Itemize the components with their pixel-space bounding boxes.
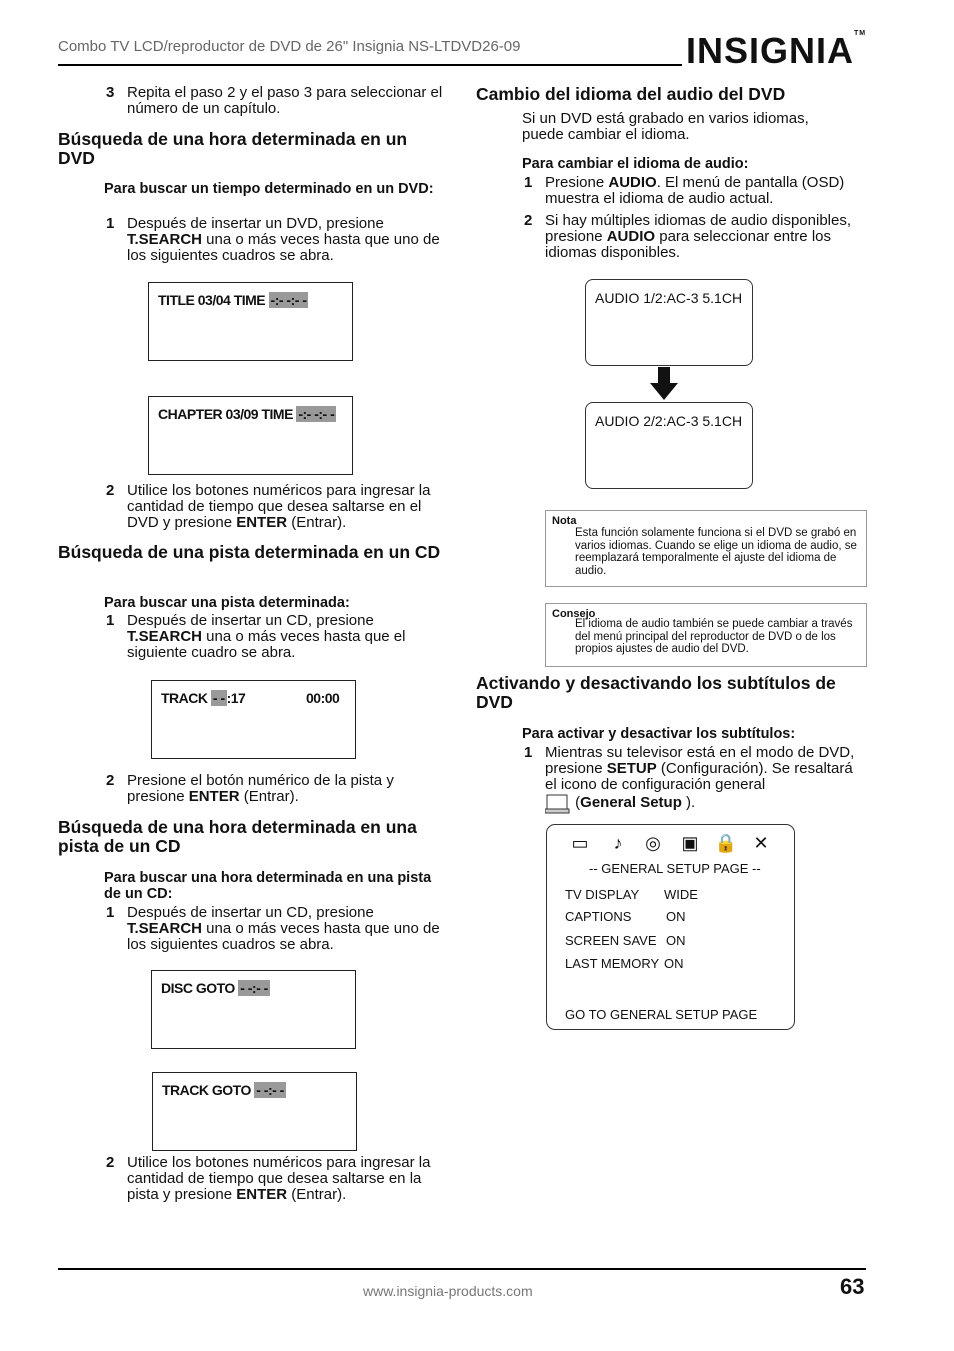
footer-rule bbox=[58, 1268, 866, 1270]
footer-url[interactable]: www.insignia-products.com bbox=[363, 1283, 533, 1299]
step-3: 3 Repita el paso 2 y el paso 3 para seleccionar el número de un capítulo. bbox=[106, 84, 443, 117]
menu-title: -- GENERAL SETUP PAGE -- bbox=[589, 861, 761, 876]
menu-value-last-memory: ON bbox=[664, 956, 684, 971]
menu-value-captions: ON bbox=[666, 909, 686, 924]
disc-goto-box: DISC GOTO - -:- - bbox=[151, 970, 356, 1049]
menu-value-tv-display: WIDE bbox=[664, 887, 698, 902]
track-box: TRACK - - :17 00:00 bbox=[151, 680, 356, 759]
step-1-subtitles: 1 Mientras su televisor está en el modo de DVD, presione SETUP (Configuración). Se resaltará el icono de configuración general (General Setup ). bbox=[545, 745, 855, 813]
track-goto-box: TRACK GOTO - -:- - bbox=[152, 1072, 357, 1151]
audio-icon: ♪ bbox=[613, 833, 623, 853]
step-2-audio: 2 Si hay múltiples idiomas de audio disponibles, presione AUDIO para seleccionar entre los idiomas disponibles. bbox=[524, 212, 852, 261]
section-title-audio: Cambio del idioma del audio del DVD bbox=[476, 84, 786, 104]
step-1-audio: 1 Presione AUDIO. El menú de pantalla (OSD) muestra el idioma de audio actual. bbox=[524, 174, 845, 207]
menu-row-last-memory[interactable]: LAST MEMORY bbox=[565, 956, 660, 971]
menu-footer: GO TO GENERAL SETUP PAGE bbox=[565, 1007, 758, 1022]
note-box: Nota Esta función solamente funciona si el DVD se grabó en varios idiomas. Cuando se elige un idioma de audio, se reemplazará temporalmente el ajuste del idioma de audio. bbox=[545, 510, 867, 587]
subheading-audio: Para cambiar el idioma de audio: bbox=[522, 156, 749, 172]
arrow-down-icon bbox=[650, 367, 678, 401]
menu-row-captions[interactable]: CAPTIONS bbox=[565, 909, 632, 924]
tv-icon: ▭ bbox=[571, 833, 589, 853]
header-rule bbox=[58, 64, 682, 66]
close-icon: ✕ bbox=[753, 833, 769, 853]
insignia-logo: INSIGNIA™ bbox=[686, 30, 867, 71]
subheading-dvd-time: Para buscar un tiempo determinado en un DVD: bbox=[104, 181, 434, 197]
step-1-cd-track: 1 Después de insertar un CD, presione T.SEARCH una o más veces hasta que el siguiente cuadro se abra. bbox=[106, 612, 406, 661]
subheading-cd-track: Para buscar una pista determinada: bbox=[104, 595, 350, 611]
menu-row-screen-save[interactable]: SCREEN SAVE bbox=[565, 933, 657, 948]
audio-osd-1: AUDIO 1/2:AC-3 5.1CH bbox=[585, 279, 753, 366]
chapter-time-box: CHAPTER 03/09 TIME -:- -:- - bbox=[148, 396, 353, 475]
subheading-cd-time: Para buscar una hora determinada en una pista de un CD: bbox=[104, 870, 432, 902]
page-number: 63 bbox=[840, 1274, 865, 1299]
general-setup-icon bbox=[545, 793, 571, 813]
step-2-cd-track: 2 Presione el botón numérico de la pista y presione ENTER (Entrar). bbox=[106, 772, 394, 805]
step-1-dvd-time: 1 Después de insertar un DVD, presione T.SEARCH una o más veces hasta que uno de los siguientes cuadros se abra. bbox=[106, 215, 440, 264]
step-2-cd-time: 2 Utilice los botones numéricos para ingresar la cantidad de tiempo que desea saltarse en la pista y presione ENTER (Entrar). bbox=[106, 1154, 431, 1203]
tip-box: Consejo El idioma de audio también se puede cambiar a través del menú principal del reproductor de DVD o de los propios ajustes de audio del DVD. bbox=[545, 603, 867, 667]
menu-value-screen-save: ON bbox=[666, 933, 686, 948]
general-setup-menu bbox=[546, 824, 795, 1030]
section-title-cd-time: Búsqueda de una hora determinada en una pista de un CD bbox=[58, 817, 417, 856]
step-1-cd-time: 1 Después de insertar un CD, presione T.SEARCH una o más veces hasta que uno de los siguientes cuadros se abra. bbox=[106, 904, 440, 953]
section-title-cd-track: Búsqueda de una pista determinada en un CD bbox=[58, 542, 441, 562]
section-title-dvd-time: Búsqueda de una hora determinada en un DVD bbox=[58, 129, 408, 168]
header-title: Combo TV LCD/reproductor de DVD de 26" Insignia NS-LTDVD26-09 bbox=[58, 38, 521, 55]
lock-icon: 🔒 bbox=[714, 833, 738, 853]
audio-intro: Si un DVD está grabado en varios idiomas, puede cambiar el idioma. bbox=[522, 110, 809, 143]
audio-osd-2: AUDIO 2/2:AC-3 5.1CH bbox=[585, 402, 753, 489]
subheading-subtitles: Para activar y desactivar los subtítulos: bbox=[522, 726, 796, 742]
section-title-subtitles: Activando y desactivando los subtítulos de DVD bbox=[476, 673, 836, 712]
dolby-icon: ◎ bbox=[645, 833, 661, 853]
step-2-dvd-time: 2 Utilice los botones numéricos para ingresar la cantidad de tiempo que desea saltarse en el DVD y presione ENTER (Entrar). bbox=[106, 482, 431, 531]
video-icon: ▣ bbox=[681, 833, 699, 853]
menu-row-tv-display[interactable]: TV DISPLAY bbox=[565, 887, 640, 902]
title-time-box: TITLE 03/04 TIME -:- -:- - bbox=[148, 282, 353, 361]
